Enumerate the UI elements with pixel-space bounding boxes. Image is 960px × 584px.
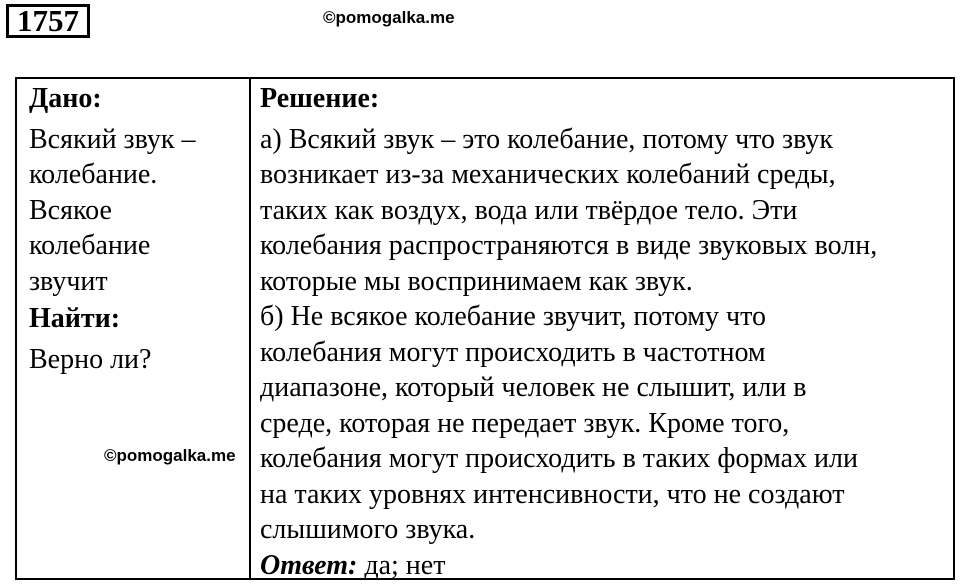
given-heading: Дано: bbox=[29, 83, 102, 114]
solution-column bbox=[260, 79, 950, 583]
given-text bbox=[29, 122, 244, 300]
given-line: Всякий звук – bbox=[29, 123, 196, 155]
find-text: Верно ли? bbox=[29, 343, 152, 375]
find-heading: Найти: bbox=[29, 303, 121, 334]
solution-line: диапазоне, который человек не слышит, или в bbox=[260, 372, 807, 403]
solution-line: а) Всякий звук – это колебание, потому что звук bbox=[260, 123, 833, 155]
answer-line bbox=[260, 548, 950, 584]
given-line: колебание bbox=[29, 230, 151, 261]
solution-line: б) Не всякое колебание звучит, потому что bbox=[260, 301, 766, 332]
answer-label: Ответ: bbox=[260, 549, 358, 581]
solution-table bbox=[15, 77, 955, 580]
solution-line: среде, которая не передает звук. Кроме того, bbox=[260, 407, 790, 439]
given-line: колебание. bbox=[29, 159, 158, 190]
watermark-top: ©pomogalka.me bbox=[323, 8, 455, 27]
solution-line: на таких уровнях интенсивности, что не создают bbox=[260, 478, 845, 510]
watermark-middle: ©pomogalka.me bbox=[104, 446, 236, 465]
solution-part-b bbox=[260, 299, 950, 548]
solution-line: колебания могут происходить в таких формах или bbox=[260, 443, 858, 474]
solution-line: колебания могут происходить в частотном bbox=[260, 336, 766, 368]
solution-part-a bbox=[260, 122, 950, 300]
answer-text: да; нет bbox=[357, 549, 446, 581]
problem-number: 1757 bbox=[6, 4, 90, 38]
given-column bbox=[29, 79, 244, 377]
solution-line: колебания распространяются в виде звуковых волн, bbox=[260, 230, 878, 261]
solution-line: которые мы воспринимаем как звук. bbox=[260, 265, 693, 297]
column-divider bbox=[249, 79, 251, 578]
solution-line: слышимого звука. bbox=[260, 514, 476, 545]
solution-heading: Решение: bbox=[260, 83, 380, 114]
solution-line: таких как воздух, вода или твёрдое тело. Эти bbox=[260, 194, 798, 226]
given-line: Всякое bbox=[29, 194, 112, 226]
given-line: звучит bbox=[29, 265, 108, 297]
solution-line: возникает из-за механических колебаний среды, bbox=[260, 159, 836, 190]
